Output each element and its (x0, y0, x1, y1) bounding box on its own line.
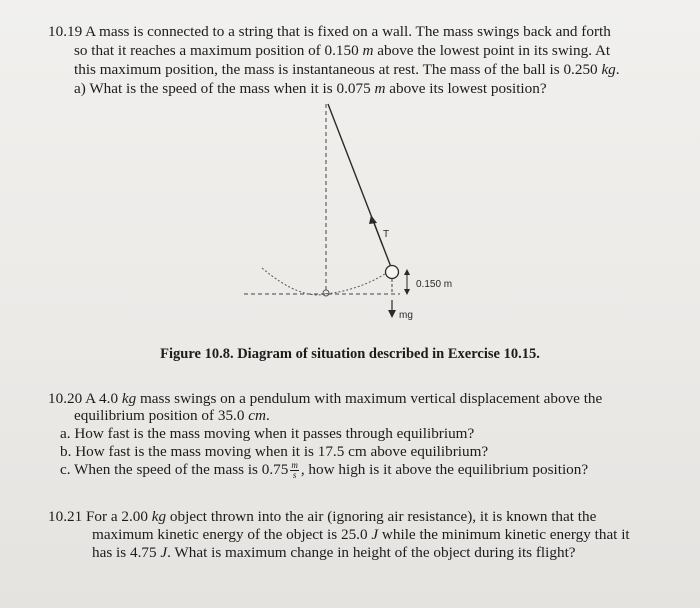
text: maximum kinetic energy of the object is 25.0 (92, 526, 372, 543)
text: b. How fast is the mass moving when it is 17.5 cm above equilibrium? (60, 443, 489, 460)
text: so that it reaches a maximum position of 0.150 (74, 42, 363, 59)
problem-10-20-question-a (60, 425, 474, 443)
fraction-numerator: m (291, 460, 298, 471)
text: this maximum position, the mass is instantaneous at rest. The mass of the ball is 0.250 (74, 61, 602, 78)
text: . What is maximum change in height of the object during its flight? (167, 544, 576, 561)
height-arrow-down (404, 289, 410, 295)
height-label: 0.150 m (416, 279, 453, 290)
text: 10.20 A 4.0 (48, 390, 122, 407)
unit: m (362, 42, 374, 59)
tension-arrow (373, 220, 382, 244)
mass-at-maximum (386, 266, 399, 279)
problem-10-21-line-3 (92, 544, 576, 562)
swing-arc (262, 268, 388, 295)
text: while the minimum kinetic energy that it (378, 526, 630, 543)
figure-caption: Figure 10.8. Diagram of situation described in Exercise 10.15. (160, 346, 540, 362)
unit: kg (151, 508, 167, 525)
speed-unit-fraction (290, 461, 299, 480)
problem-10-20-line-1 (48, 390, 602, 408)
text: above the lowest point in its swing. At (373, 42, 611, 59)
fraction-denominator: s (292, 470, 297, 481)
problem-10-20-question-b (60, 443, 488, 461)
problem-10-20-question-c (60, 461, 588, 480)
problem-10-21-line-1 (48, 508, 596, 526)
height-arrow-up (404, 269, 410, 275)
tension-label: T (383, 229, 390, 240)
unit: kg (601, 61, 616, 78)
text: above its lowest position? (385, 80, 547, 97)
text: 10.21 For a 2.00 (48, 508, 152, 525)
text: object thrown into the air (ignoring air resistance), it is known that the (166, 508, 597, 525)
text: , how high is it above the equilibrium position? (300, 461, 589, 478)
tension-arrowhead (369, 215, 377, 224)
text: a. How fast is the mass moving when it passes through equilibrium? (60, 425, 475, 442)
text: c. When the speed of the mass is 0.75 (60, 461, 289, 478)
unit: J (371, 526, 379, 543)
text: 10.19 A mass is connected to a string that is fixed on a wall. The mass swings back and forth (48, 23, 611, 40)
unit: kg (121, 390, 137, 407)
text: . (265, 407, 270, 424)
text: . (615, 61, 620, 78)
unit: J (160, 544, 168, 561)
text: mass swings on a pendulum with maximum vertical displacement above the (136, 390, 603, 407)
text: a) What is the speed of the mass when it is 0.075 (74, 80, 375, 97)
problem-10-20-line-2 (74, 407, 270, 425)
unit: cm (248, 407, 266, 424)
problem-10-21-line-2 (92, 526, 630, 544)
unit: m (374, 80, 386, 97)
weight-arrowhead (388, 310, 396, 318)
weight-label: mg (399, 310, 413, 321)
text: equilibrium position of 35.0 (74, 407, 249, 424)
text: has is 4.75 (92, 544, 161, 561)
